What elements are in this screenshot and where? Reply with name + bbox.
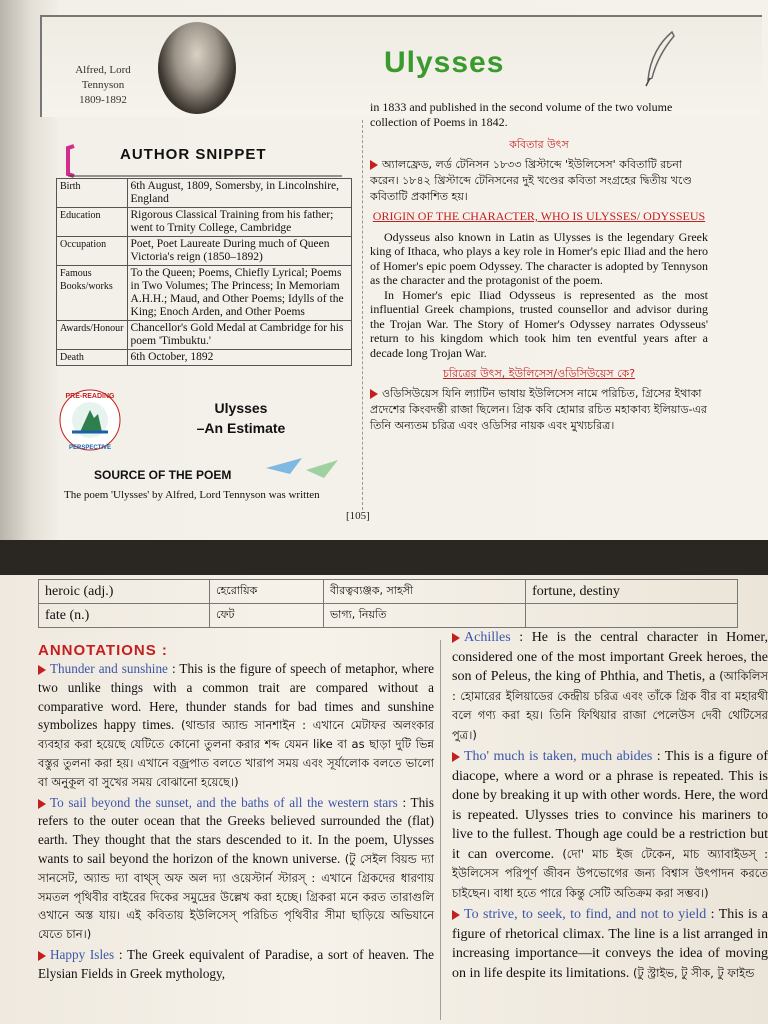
page-number: [105] [346, 510, 370, 522]
paper-plane-icon [262, 452, 342, 482]
author-row [57, 266, 352, 321]
author-row-key: Education [57, 208, 128, 237]
author-snippet-heading [62, 140, 352, 180]
author-row-value: Chancellor's Gold Medal at Cambridge for his poem 'Timbuktu.' [127, 321, 351, 350]
quill-icon [640, 28, 680, 88]
author-row [57, 208, 352, 237]
author-row-key: Famous Books/works [57, 266, 128, 321]
annotation-bengali: (আকিলিস : হোমারের ইলিয়াডের কেন্দ্রীয় চরিত্র এবং তাঁকে গ্রিক বীর বা মহারথী বলে গণ্য করা হয়। তিনি ফিথিয়ার রাজা পেলেউস দেবী থেটিসের পুত্র।) [452, 669, 768, 742]
snippet-title: AUTHOR SNIPPET [120, 146, 267, 163]
bengali-para-2: ওডিসিউয়েস যিনি ল্যাটিন ভাষায় ইউলিসেস নামে পরিচিত, গ্রিসের ইথাকা প্রদেশের কিংবদন্তী রাজা ছিলেন। গ্রিক কবি হোমার রচিত মহাকাব্য ইলিয়াড-এর তিনি অন্যতম চরিত্র এবং ওডিসির নায়ক এবং মুখ্যচরিত্র। [370, 387, 707, 432]
annotations-left [38, 660, 434, 986]
pre-reading-badge [58, 388, 122, 452]
arrow-icon [370, 389, 378, 399]
annotation-term: Thunder and sunshine [50, 661, 168, 676]
author-row-value: Rigorous Classical Training from his father; went to Trnity College, Cambridge [127, 208, 351, 237]
vocab-cell: heroic (adj.) [39, 580, 210, 604]
author-row-value: Poet, Poet Laureate During much of Queen Victoria's reign (1850–1892) [127, 237, 351, 266]
annotations-heading: ANNOTATIONS : [38, 642, 168, 659]
arrow-icon [38, 799, 46, 809]
origin-heading: ORIGIN OF THE CHARACTER, WHO IS ULYSSES/ ODYSSEUS [372, 209, 706, 223]
annotation-term: To sail beyond the sunset, and the baths of all the western stars [50, 794, 398, 810]
author-row-key: Death [57, 350, 128, 366]
vocab-table [38, 579, 738, 628]
svg-text:PERSPECTIVE: PERSPECTIVE [68, 445, 112, 451]
author-row-key: Birth [57, 179, 128, 208]
poem-title: Ulysses [384, 46, 505, 79]
estimate-line-1: Ulysses [214, 400, 268, 416]
page-gap [0, 540, 768, 575]
author-row-key: Awards/Honour [57, 321, 128, 350]
annotation-text: : This is a figure of diacope, where a word or a phrase is repeated. This is done by breaking it up with other words. Here, the word is repeated. Ulysses tries to convince his mariners to live to the fullest. Though age could be a restriction but it can overcome. [452, 749, 768, 862]
author-row [57, 237, 352, 266]
annotation-item [38, 794, 434, 944]
author-caption: Alfred, Lord Tennyson 1809-1892 [75, 64, 131, 106]
annotation-term: Tho' much is taken, much abides [464, 749, 653, 764]
arrow-icon [38, 951, 46, 961]
source-heading: SOURCE OF THE POEM [94, 468, 232, 482]
annotation-text: : He is the central character in Homer, considered one of the most important Greek heroes, the son of Peleus, the king of Phthia, and Thetis, a [452, 630, 768, 684]
vocab-cell: বীরত্বব্যঞ্জক, সাহসী [323, 580, 525, 604]
vocab-cell: fate (n.) [39, 604, 210, 628]
annotation-text: : This is the figure of speech of metaphor, where two unlike things with a common trait are compared without a comparative word. Here, thunder stands for bad times and sunshine symbolizes happy times. [38, 661, 435, 733]
svg-text:PRE-READING: PRE-READING [65, 393, 115, 400]
vocab-cell: fortune, destiny [526, 580, 738, 604]
arrow-icon [452, 752, 460, 762]
bengali-heading-1: কবিতার উৎস [509, 138, 569, 151]
author-row [57, 350, 352, 366]
annotation-text: : This refers to the outer ocean that the Greeks believed surrounded the (flat) earth. They thought that the stars descended to it. In the poem, Ulysses wants to sail beyond the horizon of the known universe. [38, 794, 434, 866]
annotations-right [452, 628, 768, 985]
annotation-term: Happy Isles [50, 946, 115, 962]
annotation-bengali: (থান্ডার অ্যান্ড সানশাইন : এখানে মেটাফর অলংকার ব্যবহার করা হয়েছে যেটিতে কোনো তুলনা করার শব্দ যেমন like বা as ছাড়া দুটি ভিন্ন বস্তুর তুলনা করা হয়। এখানে বজ্রপাত বলতে খারাপ সময় এবং সূর্যালোক বলতে ভালো বা অনুকূল বা সুখের সময় বোঝানো হয়েছে।) [38, 718, 434, 789]
author-row-value: 6th October, 1892 [127, 350, 351, 366]
annotation-item [38, 660, 434, 792]
column-divider-2 [440, 640, 441, 1020]
vocab-row [39, 580, 738, 604]
arrow-icon [452, 633, 460, 643]
annotation-text: : This is a figure of rhetorical climax. The line is a list arranged in increasing importance—it conveys the idea of moving on in life despite its limitations. [452, 907, 768, 981]
vocab-cell: ফেট [210, 604, 324, 628]
origin-para-2: In Homer's epic Iliad Odysseus is represented as the most influential Greek champions, trusted counsellor and advisor during the Trojan War. The Story of Homer's Odyssey narrates Odysseus' return to his kingdom which took him ten eventful years after a decade long Trojan War. [370, 287, 708, 360]
author-portrait [158, 22, 236, 114]
annotation-bengali: (টু স্ট্রাইভ, টু সীক, টু ফাইন্ড [629, 965, 755, 980]
author-table [56, 178, 352, 366]
annotation-text: : The Greek equivalent of Paradise, a sort of heaven. The Elysian Fields in Greek mythology, [38, 946, 434, 981]
annotation-item [452, 747, 768, 903]
arrow-icon [38, 665, 46, 675]
annotation-term: Achilles [464, 630, 511, 645]
author-row-value: To the Queen; Poems, Chiefly Lyrical; Poems in Two Volumes; The Princess; In Memoriam A.H.H.; Maud, and Other Poems; Idylls of the King; Enoch Arden, and Other Poems [127, 266, 351, 321]
annotation-item [452, 905, 768, 983]
arrow-icon [370, 160, 378, 170]
right-column [370, 100, 708, 434]
vocab-cell: ভাগ্য, নিয়তি [323, 604, 525, 628]
estimate-line-2: –An Estimate [196, 420, 286, 436]
intro-text: in 1833 and published in the second volume of the two volume collection of Poems in 1842. [370, 100, 673, 129]
vocab-cell: হেরোয়িক [210, 580, 324, 604]
annotation-item [38, 946, 434, 984]
annotation-term: To strive, to seek, to find, and not to yield [464, 907, 707, 922]
author-row [57, 179, 352, 208]
annotation-bengali: (টু সেইল বিয়ন্ড দ্যা সানসেট, অ্যান্ড দ্যা বাথ্‌স্ অফ অল দ্যা ওয়েস্টার্ন স্টারস্ : এখানে গ্রিকদের ধারণায় সমতল পৃথিবীর বাইরের দিকের সমুদ্রের উল্লেখ করা হচ্ছে। গ্রিকরা মনে করত তারাগুলি ওখানে অস্ত যায়। এই কবিতায় ইউলিসেস্ পরিচিত পৃথিবীর সীমা ছাড়িয়ে অভিযানে যেতে চান।) [38, 851, 434, 942]
origin-para-1: Odysseus also known in Latin as Ulysses is the legendary Greek king of Ithaca, who plays a key role in Homer's epic Iliad and the hero of Homer's epic poem Odyssey. The character is adopted by Tennyson as the character and the protagonist of the poem. [370, 229, 708, 287]
annotation-bengali: (দো' মাচ ইজ টেকেন, মাচ অ্যাবাইডস্ : ইউলিসেস পরিপূর্ণ জীবন উপভোগের জন্য বিশ্বাস উৎপাদন করতে চাইছেন। বাধা হতে পারে কিন্তু সেটি অতিক্রম করা সম্ভব।) [452, 846, 768, 900]
arrow-icon [452, 910, 460, 920]
author-row-value: 6th August, 1809, Somersby, in Lincolnshire, England [127, 179, 351, 208]
author-row-key: Occupation [57, 237, 128, 266]
author-row [57, 321, 352, 350]
annotation-item [452, 628, 768, 745]
vocab-cell [526, 604, 738, 628]
bengali-heading-2: চরিত্রের উৎস, ইউলিসেস/ওডিসিউয়েস কে? [442, 367, 636, 380]
vocab-row [39, 604, 738, 628]
bengali-para-1: অ্যালফ্রেড, লর্ড টেনিসন ১৮৩৩ খ্রিস্টাব্দে 'ইউলিসেস' কবিতাটি রচনা করেন। ১৮৪২ খ্রিস্টাব্দে টেনিসনের দুই খণ্ডের কবিতা সংগ্রহের দ্বিতীয় খণ্ডে কবিতাটি প্রকাশিত হয়। [370, 158, 692, 203]
column-divider [362, 120, 363, 510]
source-text: The poem 'Ulysses' by Alfred, Lord Tennyson was written [64, 489, 320, 501]
estimate-heading [186, 398, 296, 438]
